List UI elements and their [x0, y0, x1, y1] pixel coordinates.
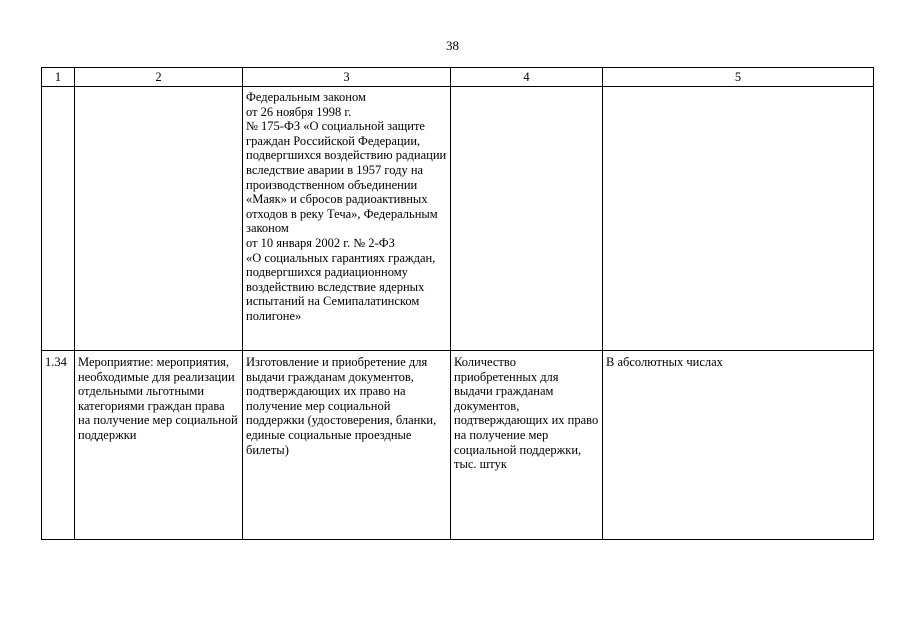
column-header-3: 3 — [243, 68, 451, 87]
cell-activity — [75, 87, 243, 351]
column-header-2: 2 — [75, 68, 243, 87]
cell-indicator: Количество приобретенных для выдачи гражданам документов, подтверждающих их право на получение мер социальной поддержки, тыс. штук — [451, 351, 603, 540]
cell-activity: Мероприятие: мероприятия, необходимые для реализации отдельными льготными категориями граждан права на получение мер социальной поддержки — [75, 351, 243, 540]
cell-description: Федеральным законом от 26 ноября 1998 г. № 175-ФЗ «О социальной защите граждан Российской Федерации, подвергшихся воздействию радиации вследствие аварии в 1957 году на производственном объединении «Маяк» и сбросов радиоактивных отходов в реку Теча», Федеральным законом от 10 января 2002 г. № 2-ФЗ «О социальных гарантиях граждан, подвергшихся радиационному воздействию вследствие ядерных испытаний на Семипалатинском полигоне» — [243, 87, 451, 351]
cell-unit: В абсолютных числах — [603, 351, 874, 540]
cell-description: Изготовление и приобретение для выдачи гражданам документов, подтверждающих их право на получение мер социальной поддержки (удостоверения, бланки, единые социальные проездные билеты) — [243, 351, 451, 540]
page-number: 38 — [446, 38, 459, 53]
table-row — [42, 351, 874, 540]
cell-indicator — [451, 87, 603, 351]
column-header-5: 5 — [603, 68, 874, 87]
indicator-table — [41, 67, 874, 540]
table-header-row — [42, 68, 874, 87]
table-row — [42, 87, 874, 351]
cell-unit — [603, 87, 874, 351]
column-header-1: 1 — [42, 68, 75, 87]
column-header-4: 4 — [451, 68, 603, 87]
cell-number: 1.34 — [42, 351, 75, 540]
cell-number — [42, 87, 75, 351]
